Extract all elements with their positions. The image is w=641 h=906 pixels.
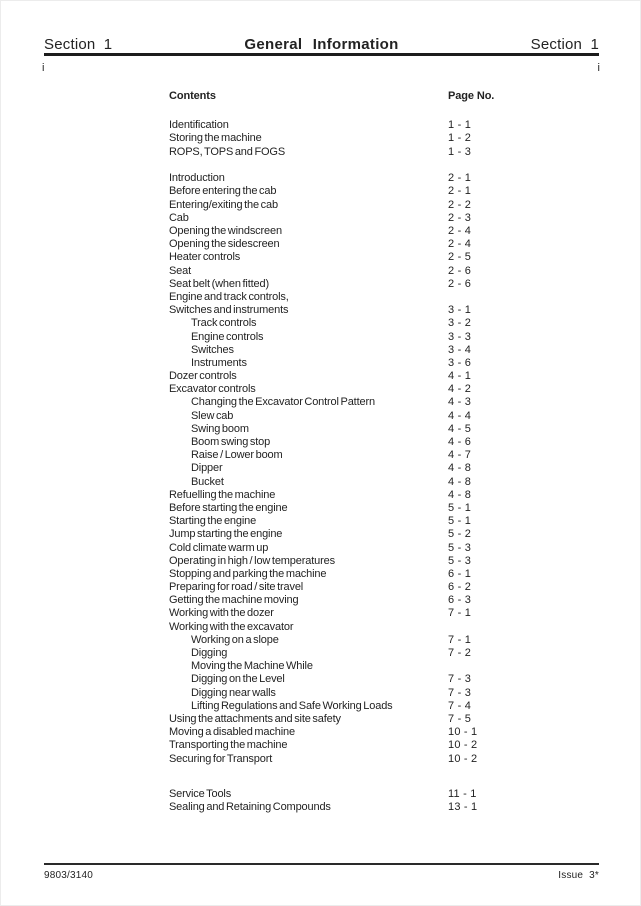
toc-entry-label: Entering/exiting the cab — [169, 198, 278, 211]
toc-row — [169, 344, 610, 357]
toc-entry-label: Storing the machine — [169, 132, 262, 145]
toc-entry-page: 10 - 1 — [448, 726, 478, 739]
page-header — [44, 36, 599, 53]
toc-row — [169, 476, 610, 489]
toc-entry-label: Excavator controls — [169, 383, 256, 396]
toc-entry-page: 7 - 1 — [448, 607, 472, 620]
toc-row — [169, 713, 610, 726]
table-of-contents — [169, 90, 610, 814]
toc-entry-label: Engine and track controls, — [169, 290, 289, 303]
toc-entry-label: Opening the windscreen — [169, 225, 282, 238]
toc-entry-page: 6 - 1 — [448, 567, 472, 580]
toc-entry-label: Refuelling the machine — [169, 488, 276, 501]
toc-entry-page: 4 - 5 — [448, 422, 472, 435]
toc-entry-label: Swing boom — [191, 422, 249, 435]
toc-row — [169, 788, 610, 801]
toc-entry-page: 1 - 1 — [448, 119, 472, 132]
toc-entry-page: 3 - 4 — [448, 343, 472, 356]
toc-entry-page: 4 - 2 — [448, 383, 472, 396]
footer-rule — [44, 863, 599, 865]
toc-entry-page: 2 - 4 — [448, 238, 472, 251]
toc-row — [169, 687, 610, 700]
toc-row — [169, 265, 610, 278]
toc-row — [169, 146, 610, 159]
toc-entry-page: 7 - 1 — [448, 633, 472, 646]
toc-entry-label: Working on a slope — [191, 633, 279, 646]
toc-entry-page: 4 - 6 — [448, 436, 472, 449]
toc-row — [169, 132, 610, 145]
toc-row — [169, 673, 610, 686]
toc-entry-label: Seat — [169, 264, 192, 277]
toc-entry-label: Using the attachments and site safety — [169, 712, 341, 725]
toc-row — [169, 331, 610, 344]
toc-entry-label: Cold climate warm up — [169, 541, 269, 554]
toc-row — [169, 489, 610, 502]
toc-row — [169, 212, 610, 225]
toc-entry-label: Moving a disabled machine — [169, 726, 295, 739]
page-number-right: i — [597, 62, 600, 74]
toc-row — [169, 581, 610, 594]
toc-entry-label: Lifting Regulations and Safe Working Loads — [191, 699, 393, 712]
toc-entry-label: Introduction — [169, 172, 225, 185]
toc-entry-page: 2 - 4 — [448, 225, 472, 238]
toc-row — [169, 396, 610, 409]
toc-entry-label: Instruments — [191, 356, 247, 369]
toc-entry-page: 2 - 2 — [448, 198, 472, 211]
header-section-right: Section 1 — [530, 36, 599, 53]
contents-column-header: Contents — [169, 90, 216, 102]
toc-entry-label: Bucket — [191, 475, 224, 488]
toc-entry-page: 4 - 8 — [448, 475, 472, 488]
toc-entry-page: 5 - 3 — [448, 554, 472, 567]
toc-row — [169, 199, 610, 212]
toc-row — [169, 423, 610, 436]
toc-row — [169, 436, 610, 449]
toc-entry-label: Sealing and Retaining Compounds — [169, 800, 331, 813]
toc-header — [169, 90, 610, 103]
toc-row — [169, 607, 610, 620]
toc-entry-label: Boom swing stop — [191, 436, 271, 449]
toc-entry-label: Transporting the machine — [169, 739, 288, 752]
toc-entry-page: 11 - 1 — [448, 787, 477, 800]
toc-entry-label: ROPS, TOPS and FOGS — [169, 145, 286, 158]
toc-row — [169, 185, 610, 198]
toc-entry-page: 2 - 1 — [448, 172, 472, 185]
toc-row — [169, 621, 610, 634]
toc-row — [169, 801, 610, 814]
toc-row — [169, 238, 610, 251]
toc-entry-label: Identification — [169, 119, 229, 132]
header-rule — [44, 53, 599, 56]
toc-entry-label: Starting the engine — [169, 515, 257, 528]
toc-row — [169, 462, 610, 475]
toc-entry-label: Stopping and parking the machine — [169, 567, 327, 580]
toc-row — [169, 726, 610, 739]
toc-entry-label: Switches — [191, 343, 234, 356]
toc-row — [169, 278, 610, 291]
toc-entry-page: 4 - 8 — [448, 462, 472, 475]
toc-entry-label: Dipper — [191, 462, 223, 475]
toc-row — [169, 304, 610, 317]
toc-row — [169, 739, 610, 752]
toc-entry-label: Securing for Transport — [169, 752, 273, 765]
toc-entry-label: Service Tools — [169, 787, 232, 800]
toc-entry-label: Seat belt (when fitted) — [169, 277, 269, 290]
toc-row — [169, 225, 610, 238]
toc-entry-page: 7 - 3 — [448, 686, 472, 699]
toc-entry-label: Working with the excavator — [169, 620, 294, 633]
toc-row — [169, 594, 610, 607]
toc-entry-label: Digging on the Level — [191, 673, 285, 686]
toc-entry-label: Switches and instruments — [169, 304, 289, 317]
toc-row — [169, 410, 610, 423]
toc-entry-label: Preparing for road / site travel — [169, 581, 304, 594]
toc-entry-label: Working with the dozer — [169, 607, 274, 620]
toc-entry-page: 3 - 3 — [448, 330, 472, 343]
toc-entry-label: Opening the sidescreen — [169, 238, 280, 251]
toc-row — [169, 502, 610, 515]
page-title: General Information — [244, 36, 399, 53]
toc-row — [169, 542, 610, 555]
toc-row — [169, 357, 610, 370]
toc-row — [169, 251, 610, 264]
toc-entry-page: 2 - 1 — [448, 185, 472, 198]
toc-entry-label: Getting the machine moving — [169, 594, 299, 607]
toc-entry-page: 5 - 3 — [448, 541, 472, 554]
toc-entry-page: 5 - 1 — [448, 501, 472, 514]
toc-row — [169, 291, 610, 304]
toc-entry-page: 6 - 2 — [448, 581, 472, 594]
toc-row — [169, 555, 610, 568]
toc-entry-label: Before entering the cab — [169, 185, 277, 198]
toc-entry-page: 3 - 1 — [448, 304, 472, 317]
toc-row — [169, 383, 610, 396]
publication-number: 9803/3140 — [44, 870, 94, 881]
header-section-left: Section 1 — [44, 36, 113, 53]
toc-entry-page: 2 - 5 — [448, 251, 472, 264]
toc-row — [169, 317, 610, 330]
toc-entry-page: 2 - 6 — [448, 264, 472, 277]
toc-row — [169, 515, 610, 528]
toc-entry-page: 1 - 2 — [448, 132, 472, 145]
toc-row — [169, 449, 610, 462]
toc-entry-page: 7 - 2 — [448, 647, 472, 660]
toc-entry-page: 7 - 4 — [448, 699, 472, 712]
toc-row — [169, 172, 610, 185]
toc-entry-page: 2 - 6 — [448, 277, 472, 290]
page-number-left: i — [42, 62, 45, 74]
toc-entry-label: Slew cab — [191, 409, 234, 422]
toc-row — [169, 634, 610, 647]
toc-entry-page: 7 - 5 — [448, 712, 472, 725]
toc-row — [169, 119, 610, 132]
toc-row — [169, 647, 610, 660]
toc-entry-label: Operating in high / low temperatures — [169, 554, 335, 567]
toc-row — [169, 568, 610, 581]
toc-entry-page: 10 - 2 — [448, 752, 478, 765]
page-footer — [44, 870, 599, 881]
toc-entry-label: Raise / Lower boom — [191, 449, 283, 462]
toc-entry-page: 3 - 2 — [448, 317, 472, 330]
toc-entry-label: Moving the Machine While — [191, 660, 313, 673]
toc-entry-label: Cab — [169, 211, 189, 224]
toc-entry-label: Dozer controls — [169, 370, 237, 383]
toc-entry-page: 1 - 3 — [448, 145, 472, 158]
toc-entry-page: 2 - 3 — [448, 211, 472, 224]
toc-row — [169, 700, 610, 713]
page-no-column-header: Page No. — [448, 90, 495, 102]
toc-entry-page: 3 - 6 — [448, 356, 472, 369]
toc-row — [169, 660, 610, 673]
toc-entry-page: 4 - 4 — [448, 409, 472, 422]
toc-entry-label: Heater controls — [169, 251, 241, 264]
toc-entry-page: 5 - 1 — [448, 515, 472, 528]
toc-entry-page: 4 - 1 — [448, 370, 472, 383]
toc-entry-label: Digging — [191, 647, 228, 660]
toc-entry-page: 4 - 8 — [448, 488, 472, 501]
toc-entry-page: 6 - 3 — [448, 594, 472, 607]
toc-row — [169, 753, 610, 766]
toc-entry-page: 4 - 3 — [448, 396, 472, 409]
toc-list — [169, 119, 610, 814]
toc-entry-label: Before starting the engine — [169, 501, 288, 514]
issue-number: Issue 3* — [558, 870, 599, 881]
toc-row — [169, 370, 610, 383]
toc-entry-label: Digging near walls — [191, 686, 276, 699]
toc-entry-page: 10 - 2 — [448, 739, 478, 752]
toc-entry-page: 13 - 1 — [448, 800, 478, 813]
toc-entry-label: Track controls — [191, 317, 257, 330]
toc-entry-label: Engine controls — [191, 330, 264, 343]
toc-entry-label: Jump starting the engine — [169, 528, 283, 541]
toc-entry-page: 5 - 2 — [448, 528, 472, 541]
toc-entry-page: 7 - 3 — [448, 673, 472, 686]
toc-row — [169, 528, 610, 541]
page-number-row — [42, 62, 600, 74]
toc-entry-label: Changing the Excavator Control Pattern — [191, 396, 375, 409]
toc-entry-page: 4 - 7 — [448, 449, 472, 462]
